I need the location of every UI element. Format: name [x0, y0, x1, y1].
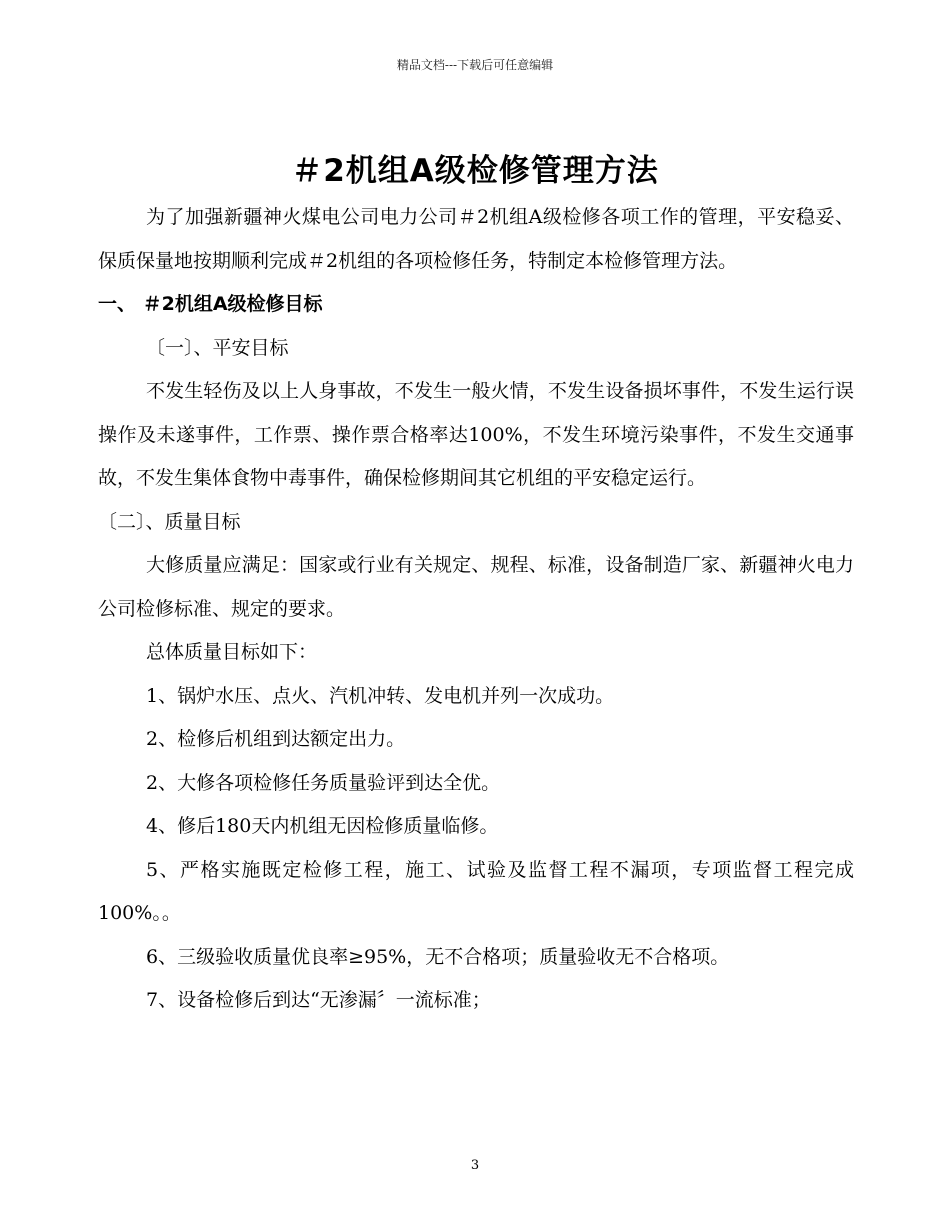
- list-item: 2、大修各项检修任务质量验评到达全优。: [146, 771, 501, 794]
- document-title: ＃2机组A级检修管理方法: [291, 153, 659, 189]
- section-heading-goals: 一、 ＃2机组A级检修目标: [98, 293, 323, 315]
- header-note: 精品文档---下载后可任意编辑: [396, 58, 554, 72]
- list-item: 2、检修后机组到达额定出力。: [146, 728, 406, 750]
- list-item: 1、锅炉水压、点火、汽机冲转、发电机并列一次成功。: [146, 684, 615, 707]
- list-item: 4、修后180天内机组无因检修质量临修。: [146, 815, 499, 837]
- overall-quality-label: 总体质量目标如下：: [146, 641, 318, 663]
- list-item: 5、严格实施既定检修工程，施工、试验及监督工程不漏项，专项监督工程完成100%。。: [98, 858, 854, 924]
- document-body: [98, 196, 854, 1023]
- safety-paragraph: 不发生轻伤及以上人身事故，不发生一般火情，不发生设备损坏事件，不发生运行误操作及未遂事件，工作票、操作票合格率达100%，不发生环境污染事件，不发生交通事故，不发生集体食物中毒事件，确保检修期间其它机组的平安稳定运行。: [98, 380, 854, 489]
- subsection-heading-quality: 〔二〕、质量目标: [98, 510, 241, 533]
- subsection-heading-safety: 〔一〕、平安目标: [146, 336, 289, 359]
- intro-paragraph: 为了加强新疆神火煤电公司电力公司＃2机组A级检修各项工作的管理，平安稳妥、保质保量地按期顺利完成＃2机组的各项检修任务，特制定本检修管理方法。: [98, 206, 854, 272]
- list-item: 7、设备检修后到达“无渗漏〞一流标准；: [146, 989, 491, 1011]
- list-item: 6、三级验收质量优良率≥95%，无不合格项；质量验收无不合格项。: [146, 945, 730, 968]
- quality-paragraph: 大修质量应满足：国家或行业有关规定、规程、标准，设备制造厂家、新疆神火电力公司检修标准、规定的要求。: [98, 554, 854, 620]
- page-number: 3: [470, 1158, 480, 1173]
